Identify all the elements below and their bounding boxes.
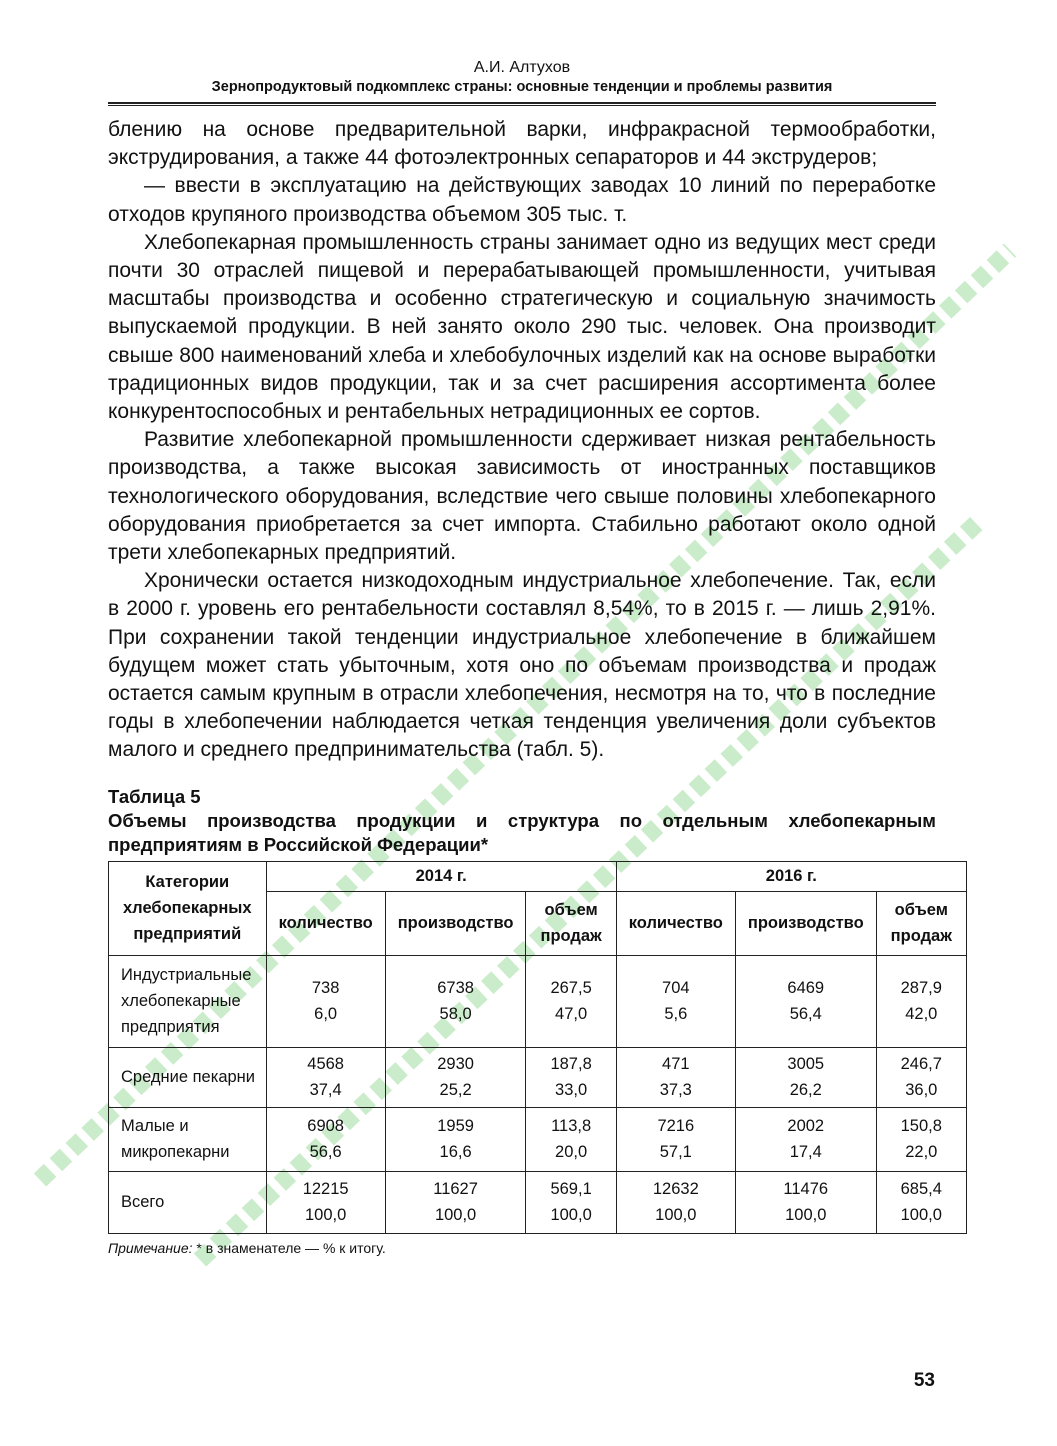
cell-share: 36,0 <box>905 1081 938 1100</box>
cell-share: 47,0 <box>555 1005 588 1024</box>
cell-value: 7216 <box>657 1117 695 1136</box>
data-table <box>108 861 967 1234</box>
cell-value: 738 <box>311 979 340 998</box>
table-cell <box>266 1047 385 1107</box>
cell-share: 100,0 <box>304 1206 347 1225</box>
cell-value: 704 <box>662 979 690 998</box>
cell-share: 57,1 <box>659 1143 692 1162</box>
table-cell <box>616 1107 735 1171</box>
table-row <box>109 955 967 1047</box>
header-rule <box>108 102 936 106</box>
cell-value: 287,9 <box>900 979 942 998</box>
cell-value: 3005 <box>787 1055 825 1074</box>
subheader: объем продаж <box>526 891 616 955</box>
table-note <box>108 1240 936 1256</box>
table-row <box>109 1107 967 1171</box>
cell-share: 20,0 <box>555 1143 588 1162</box>
table-cell <box>385 1047 526 1107</box>
category-header: Категории хлебопекарных предприятий <box>109 861 267 955</box>
subheader: объем продаж <box>876 891 966 955</box>
cell-value: 2930 <box>437 1055 474 1074</box>
table-row <box>109 1047 967 1107</box>
table-cell <box>735 1171 876 1233</box>
paragraph: блению на основе предварительной варки, инфракрасной термообработки, экструдирования, а также 44 фотоэлектронных сепараторов и 44 экструдеров; <box>108 118 936 170</box>
cell-value: 569,1 <box>550 1180 592 1199</box>
table-cell <box>526 1171 616 1233</box>
cell-value: 11476 <box>783 1180 829 1199</box>
cell-value: 12632 <box>652 1180 699 1199</box>
table-cell <box>735 1107 876 1171</box>
table-cell <box>385 955 526 1047</box>
table-cell <box>266 1171 385 1233</box>
table-cell <box>526 1047 616 1107</box>
cell-value: 6738 <box>437 979 474 998</box>
paragraph: — ввести в эксплуатацию на действующих заводах 10 линий по переработке отходов крупяного производства объемом 305 тыс. т. <box>108 174 936 226</box>
subheader: количество <box>616 891 735 955</box>
cell-share: 26,2 <box>789 1081 822 1100</box>
cell-value: 246,7 <box>900 1055 942 1074</box>
table-row <box>109 1171 967 1233</box>
table-cell <box>616 1047 735 1107</box>
table-cell <box>616 1171 735 1233</box>
table-cell <box>526 955 616 1047</box>
subheader: производство <box>385 891 526 955</box>
row-category: Индустриальные хлебопекарные предприятия <box>109 955 267 1047</box>
table-label: Таблица 5 <box>108 785 201 807</box>
table-cell <box>876 1171 966 1233</box>
cell-share: 16,6 <box>439 1143 472 1162</box>
paragraph: Хронически остается низкодоходным индустриальное хлебопечение. Так, если в 2000 г. уровень его рентабельности составлял 8,54%, то в 2015 г. — лишь 2,91%. При сохранении такой тенденции индустриальное хлебопечение в ближайшем будущем может стать убыточным, хотя оно по объемам производства и продаж остается самым крупным в отрасли хлебопечения, несмотря на то, что в последние годы в хлебопечении наблюдается четкая тенденция увеличения доли субъектов малого и среднего предпринимательства (табл. 5). <box>108 569 936 762</box>
table-cell <box>385 1107 526 1171</box>
table-title: Объемы производства продукции и структура по отдельным хлебопекарным предприятиям в Российской Федерации* <box>108 809 936 855</box>
cell-value: 150,8 <box>900 1117 942 1136</box>
cell-value: 12215 <box>302 1180 349 1199</box>
cell-share: 58,0 <box>439 1005 472 1024</box>
cell-value: 471 <box>662 1055 690 1074</box>
year-header-2014: 2014 г. <box>266 861 616 891</box>
table-cell <box>876 955 966 1047</box>
row-category: Малые и микропекарни <box>109 1107 267 1171</box>
cell-share: 100,0 <box>900 1206 942 1225</box>
cell-share: 100,0 <box>434 1206 477 1225</box>
row-category: Всего <box>109 1171 267 1233</box>
cell-share: 37,4 <box>309 1081 342 1100</box>
cell-value: 11627 <box>433 1180 478 1199</box>
cell-value: 6908 <box>307 1117 344 1136</box>
table-cell <box>876 1047 966 1107</box>
document-page <box>108 58 952 1256</box>
header-author: А.И. Алтухов <box>473 59 571 76</box>
cell-share: 100,0 <box>550 1206 592 1225</box>
row-category: Средние пекарни <box>109 1047 267 1107</box>
cell-value: 267,5 <box>550 979 592 998</box>
note-text: * в знаменателе — % к итогу. <box>192 1239 386 1256</box>
table-cell <box>616 955 735 1047</box>
cell-share: 100,0 <box>655 1206 697 1225</box>
subheader: количество <box>266 891 385 955</box>
cell-share: 17,4 <box>789 1143 822 1162</box>
cell-share: 37,3 <box>659 1081 692 1100</box>
cell-share: 100,0 <box>785 1206 827 1225</box>
paragraph: Развитие хлебопекарной промышленности сдерживает низкая рентабельность производства, а также высокая зависимость от иностранных поставщиков технологического оборудования, вследствие чего свыше половины хлебопекарного оборудования приобретается за счет импорта. Стабильно работают около одной трети хлебопекарных предприятий. <box>108 428 936 565</box>
cell-value: 6469 <box>787 979 825 998</box>
cell-value: 113,8 <box>551 1117 592 1136</box>
cell-share: 42,0 <box>905 1005 938 1024</box>
table-cell <box>526 1107 616 1171</box>
table-cell <box>385 1171 526 1233</box>
note-label: Примечание: <box>108 1239 193 1256</box>
table-cell <box>266 955 385 1047</box>
cell-share: 6,0 <box>314 1005 338 1024</box>
cell-value: 187,8 <box>550 1055 592 1074</box>
cell-value: 4568 <box>307 1055 344 1074</box>
cell-value: 2002 <box>787 1117 825 1136</box>
table-cell <box>735 955 876 1047</box>
cell-share: 56,6 <box>309 1143 342 1162</box>
cell-share: 22,0 <box>905 1143 938 1162</box>
cell-share: 5,6 <box>664 1005 688 1024</box>
cell-value: 1959 <box>437 1117 474 1136</box>
body-text <box>108 116 936 765</box>
table-cell <box>266 1107 385 1171</box>
subheader: производство <box>735 891 876 955</box>
cell-share: 33,0 <box>555 1081 588 1100</box>
header-subtitle: Зернопродуктовый подкомплекс страны: основные тенденции и проблемы развития <box>211 79 833 95</box>
table-cell <box>735 1047 876 1107</box>
cell-share: 56,4 <box>789 1005 822 1024</box>
paragraph: Хлебопекарная промышленность страны занимает одно из ведущих мест среди почти 30 отраслей пищевой и перерабатывающей промышленности, учитывая масштабы производства и особенно стратегическую и социальную значимость выпускаемой продукции. В ней занято около 290 тыс. человек. Она производит свыше 800 наименований хлеба и хлебобулочных изделий как на основе выработки традиционных видов продукции, так и за счет расширения ассортимента более конкурентоспособных и рентабельных нетрадиционных ее сортов. <box>108 230 936 424</box>
cell-share: 25,2 <box>439 1081 472 1100</box>
cell-value: 685,4 <box>900 1180 942 1199</box>
page-number: 53 <box>913 1370 935 1391</box>
running-header <box>108 58 936 96</box>
year-header-2016: 2016 г. <box>616 861 966 891</box>
table-cell <box>876 1107 966 1171</box>
